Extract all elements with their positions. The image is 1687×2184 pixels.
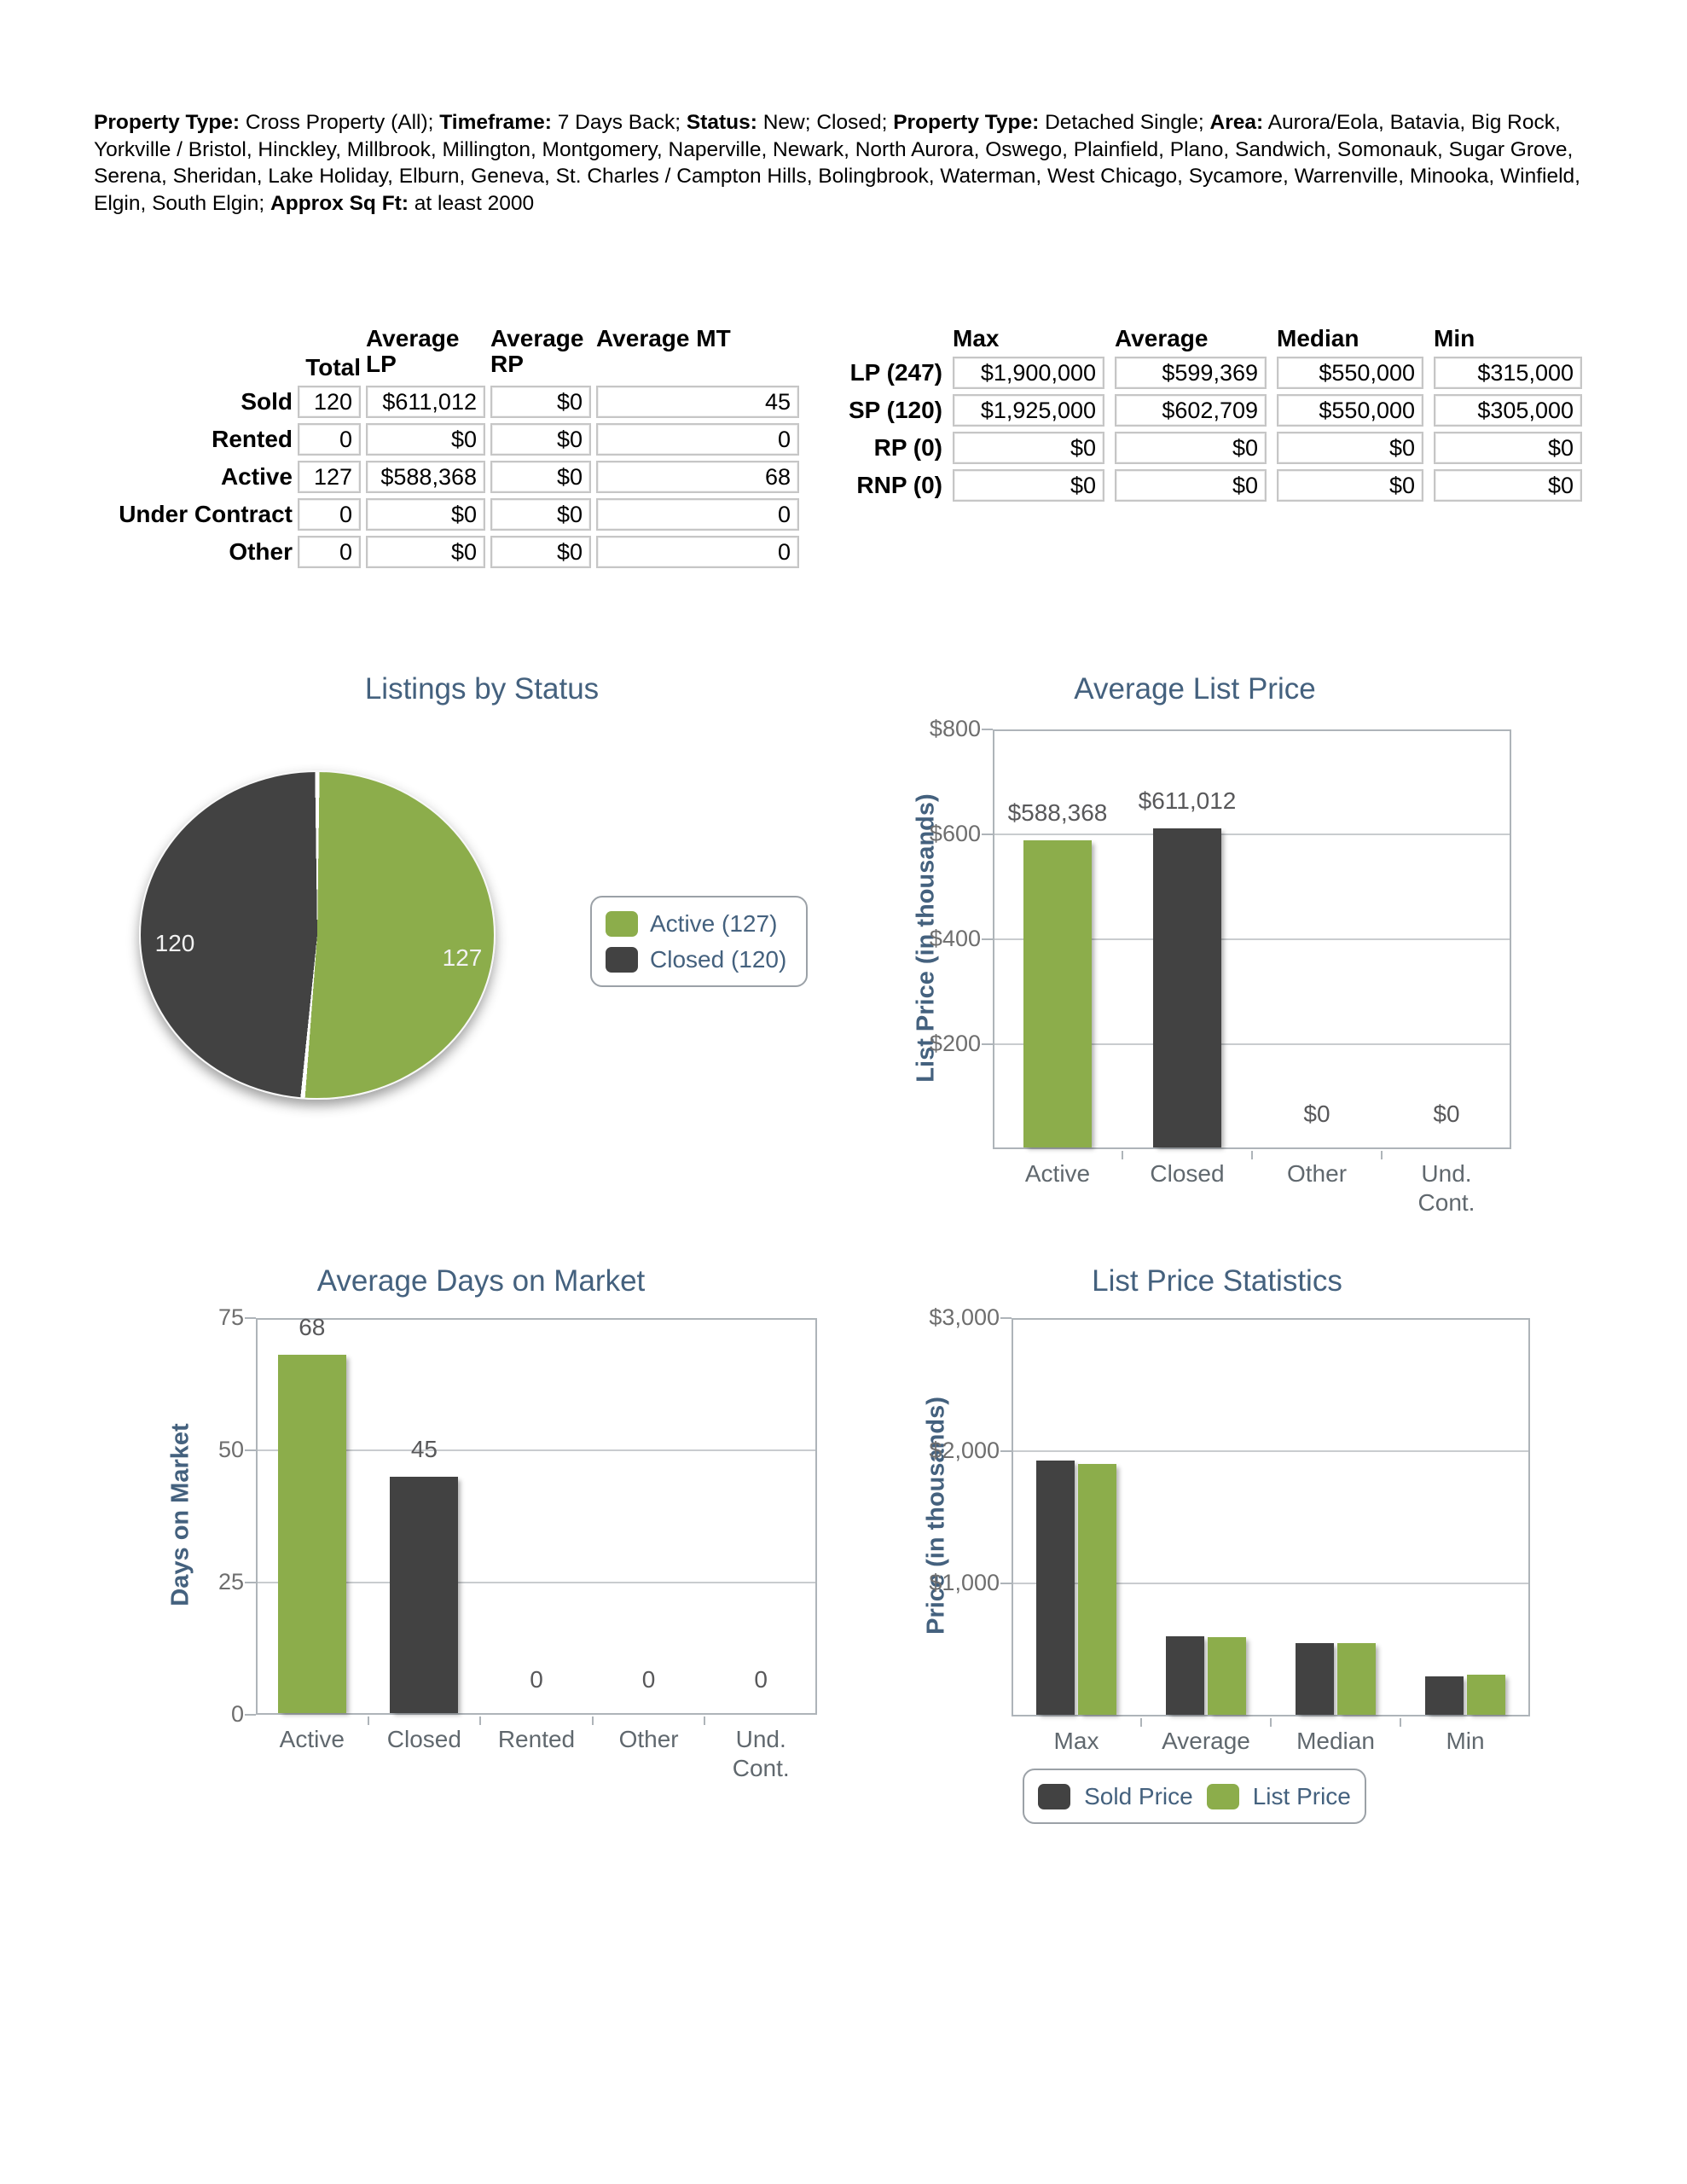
legend-swatch <box>606 947 638 973</box>
bar <box>1078 1464 1116 1715</box>
column-header-average-mt: Average MT <box>596 325 731 351</box>
table-cell: 127 <box>298 461 361 493</box>
legend-swatch <box>606 911 638 937</box>
table-cell: $0 <box>490 498 591 531</box>
y-tick-label: $200 <box>929 1031 981 1056</box>
axis-tick <box>1140 1718 1142 1727</box>
column-header-total: Total <box>305 354 361 380</box>
y-tick-label: $600 <box>929 821 981 846</box>
axis-tick <box>1000 1583 1012 1584</box>
table-cell: $588,368 <box>366 461 485 493</box>
axis-tick <box>592 1716 594 1725</box>
table-cell: $0 <box>1434 469 1582 502</box>
y-axis-title: List Price (in thousands) <box>912 793 940 1083</box>
y-tick-label: 0 <box>230 1701 244 1727</box>
criteria-label: Property Type: <box>893 111 1040 134</box>
y-tick-label: 25 <box>217 1569 244 1594</box>
x-category-label: Other <box>1286 1160 1348 1187</box>
axis-tick <box>982 1043 993 1045</box>
legend-label: List Price <box>1252 1782 1351 1809</box>
axis-tick <box>245 1582 256 1583</box>
bar-value-label: 0 <box>530 1666 543 1693</box>
table-cell: $315,000 <box>1434 357 1582 389</box>
table-cell: $0 <box>1115 469 1267 502</box>
axis-tick <box>1122 1151 1123 1159</box>
y-tick-label: $400 <box>929 926 981 951</box>
row-label-under-contract: Under Contract <box>119 501 293 527</box>
table-cell: 0 <box>298 536 361 568</box>
column-header-average-lp: Average LP <box>366 325 460 377</box>
table-cell: $0 <box>366 498 485 531</box>
bar <box>1153 828 1221 1147</box>
table-cell: $550,000 <box>1277 357 1423 389</box>
legend <box>590 896 808 987</box>
y-tick-label: $2,000 <box>929 1437 1000 1463</box>
table-cell: $1,925,000 <box>953 394 1104 427</box>
bar-value-label: 68 <box>299 1314 326 1341</box>
criteria-value: Detached Single; <box>1039 111 1210 134</box>
pie-slice-label: 120 <box>154 930 195 956</box>
table-cell: $0 <box>490 461 591 493</box>
bar <box>1166 1636 1204 1715</box>
x-category-label: Active <box>279 1726 345 1752</box>
chart-title: Listings by Status <box>364 672 600 706</box>
column-header-max: Max <box>953 325 1000 351</box>
table-cell: $602,709 <box>1115 394 1267 427</box>
criteria-label: Property Type: <box>94 111 241 134</box>
criteria-value: Aurora/Eola, Batavia, Big Rock, Yorkville / Bristol, Hinckley, Millbrook, Millington, Montgomery, Naperville, Newark, North Aurora, Oswego, Plainfield, Plano, Sandwich, Somonauk, Sugar Grove, Serena, Sheridan, Lake Holiday, Elburn, Geneva, St. Charles / Campton Hills, Bolingbrook, Waterman, West Chicago, Sycamore, Warrenville, Minooka, Winfield, Elgin, South Elgin; <box>94 111 1580 215</box>
legend-swatch <box>1038 1784 1070 1809</box>
row-label-rp: RP (0) <box>873 434 942 461</box>
table-cell: $0 <box>366 423 485 456</box>
bar <box>1467 1675 1505 1715</box>
axis-tick <box>1000 1450 1012 1452</box>
y-tick-label: $3,000 <box>929 1304 1000 1330</box>
column-header-average-rp: Average RP <box>490 325 584 377</box>
chart-title: Average Days on Market <box>316 1264 646 1298</box>
column-header-median: Median <box>1277 325 1359 351</box>
table-cell: $611,012 <box>366 386 485 418</box>
bar <box>1023 840 1092 1147</box>
y-tick-label: 50 <box>217 1437 244 1462</box>
table-cell: $0 <box>490 536 591 568</box>
x-category-label: Und. Cont. <box>732 1726 790 1781</box>
table-cell: 45 <box>596 386 799 418</box>
table-cell: $0 <box>490 423 591 456</box>
legend-label: Active (127) <box>650 909 778 937</box>
table-cell: 120 <box>298 386 361 418</box>
legend-label: Sold Price <box>1084 1782 1193 1809</box>
criteria-value: New; Closed; <box>757 111 894 134</box>
bar-value-label: $588,368 <box>1007 799 1108 827</box>
table-cell: $1,900,000 <box>953 357 1104 389</box>
bar-value-label: 45 <box>410 1436 438 1462</box>
gridline <box>1013 1450 1528 1452</box>
y-tick-label: $1,000 <box>929 1570 1000 1596</box>
axis-tick <box>982 938 993 940</box>
price-summary-table <box>840 326 1582 502</box>
x-category-label: Active <box>1024 1160 1091 1187</box>
table-cell: 68 <box>596 461 799 493</box>
x-category-label: Max <box>1053 1728 1099 1754</box>
row-label-sp: SP (120) <box>849 397 942 423</box>
table-cell: $305,000 <box>1434 394 1582 427</box>
legend-item <box>606 910 806 938</box>
row-label-sold: Sold <box>241 388 293 415</box>
row-label-active: Active <box>220 463 293 490</box>
bar <box>278 1355 346 1713</box>
criteria-value: 7 Days Back; <box>551 111 687 134</box>
axis-tick <box>1381 1151 1383 1159</box>
row-label-lp: LP (247) <box>849 359 942 386</box>
table-cell: 0 <box>298 423 361 456</box>
bar <box>1208 1637 1246 1715</box>
legend-item <box>606 946 806 973</box>
bar-value-label: $0 <box>1303 1101 1330 1127</box>
pie-slice-label: 127 <box>442 944 483 971</box>
y-axis-title: Price (in thousands) <box>922 1397 950 1635</box>
table-cell: $0 <box>1434 432 1582 464</box>
legend <box>1023 1769 1366 1824</box>
row-label-rented: Rented <box>212 426 293 452</box>
chart-title: Average List Price <box>1074 672 1316 706</box>
gridline <box>994 834 1510 835</box>
axis-tick <box>982 834 993 835</box>
column-header-min: Min <box>1434 325 1475 351</box>
criteria-value: Cross Property (All); <box>240 111 440 134</box>
table-cell: 0 <box>596 423 799 456</box>
x-category-label: Average <box>1162 1728 1250 1754</box>
table-cell: 0 <box>596 536 799 568</box>
axis-tick <box>368 1716 369 1725</box>
axis-tick <box>245 1449 256 1451</box>
x-category-label: Other <box>618 1726 679 1752</box>
table-cell: 0 <box>298 498 361 531</box>
bar <box>1425 1676 1464 1715</box>
chart-title: List Price Statistics <box>1092 1264 1342 1298</box>
axis-tick <box>704 1716 705 1725</box>
criteria-label: Status: <box>686 111 757 134</box>
x-category-label: Rented <box>497 1726 576 1752</box>
y-axis-title: Days on Market <box>166 1423 194 1606</box>
legend-swatch <box>1207 1784 1239 1809</box>
y-tick-label: 75 <box>217 1304 244 1330</box>
axis-tick <box>1251 1151 1253 1159</box>
table-cell: $599,369 <box>1115 357 1267 389</box>
row-label-rnp: RNP (0) <box>856 472 942 498</box>
table-cell: $0 <box>1277 469 1423 502</box>
table-cell: $550,000 <box>1277 394 1423 427</box>
table-cell: $0 <box>953 432 1104 464</box>
axis-tick <box>1000 1317 1012 1319</box>
x-category-label: Closed <box>386 1726 461 1752</box>
row-label-other: Other <box>229 538 293 565</box>
axis-tick <box>245 1714 256 1716</box>
bar-value-label: $0 <box>1433 1101 1460 1127</box>
table-cell: $0 <box>1277 432 1423 464</box>
axis-tick <box>1270 1718 1272 1727</box>
table-cell: 0 <box>596 498 799 531</box>
axis-tick <box>479 1716 481 1725</box>
bar <box>1036 1461 1075 1715</box>
criteria-label: Area: <box>1209 111 1264 134</box>
x-category-label: Median <box>1296 1728 1375 1754</box>
column-header-average: Average <box>1115 325 1209 351</box>
legend-label: Closed (120) <box>650 945 787 973</box>
x-category-label: Und. Cont. <box>1417 1160 1475 1216</box>
axis-tick <box>1400 1718 1401 1727</box>
table-cell: $0 <box>366 536 485 568</box>
criteria-value: at least 2000 <box>409 191 535 215</box>
bar <box>1337 1643 1376 1715</box>
x-category-label: Min <box>1446 1728 1485 1754</box>
bar-value-label: 0 <box>641 1666 656 1693</box>
table-cell: $0 <box>1115 432 1267 464</box>
table-cell: $0 <box>490 386 591 418</box>
criteria-label: Approx Sq Ft: <box>270 191 409 215</box>
criteria-label: Timeframe: <box>439 111 552 134</box>
bar-value-label: $611,012 <box>1138 787 1237 815</box>
search-criteria-text <box>94 109 1597 217</box>
bar-value-label: 0 <box>754 1666 768 1693</box>
x-category-label: Closed <box>1150 1160 1225 1187</box>
y-tick-label: $800 <box>929 716 981 741</box>
bar <box>1296 1643 1334 1715</box>
axis-tick <box>982 729 993 730</box>
status-summary-table <box>95 326 799 568</box>
table-cell: $0 <box>953 469 1104 502</box>
